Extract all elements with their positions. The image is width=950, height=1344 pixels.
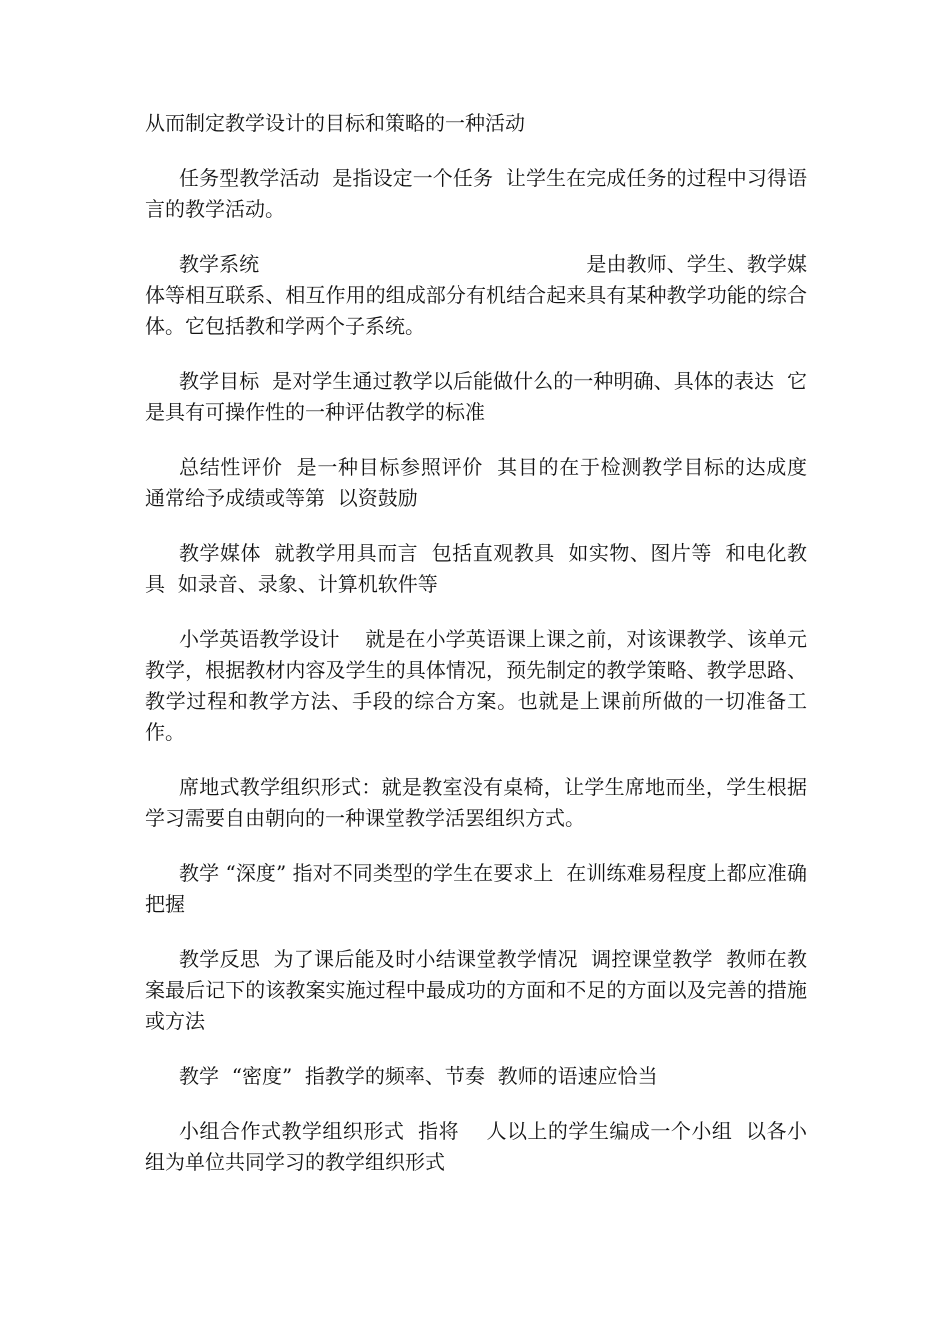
paragraph-teaching-objective: 教学目标 是对学生通过教学以后能做什么的一种明确、具体的表达 它是具有可操作性的一种评估教学的标准 xyxy=(145,369,807,424)
paragraph-teaching-system: 教学系统 是由教师、学生、教学媒体等相互联系、相互作用的组成部分有机结合起来具有某种教学功能的综合体。它包括教和学两个子系统。 xyxy=(145,252,807,338)
paragraph-continuation: 从而制定教学设计的目标和策略的一种活动 xyxy=(145,111,525,135)
paragraph-english-teaching-design: 小学英语教学设计 就是在小学英语课上课之前，对该课教学、该单元教学，根据教材内容及学生的具体情况，预先制定的教学策略、教学思路、教学过程和教学方法、手段的综合方案。也就是上课前所做的一切准备工作。 xyxy=(145,627,807,744)
paragraph-floor-seating-organization: 席地式教学组织形式：就是教室没有桌椅，让学生席地而坐，学生根据学习需要自由朝向的一种课堂教学活罢组织方式。 xyxy=(145,775,807,830)
paragraph-teaching-reflection: 教学反思 为了课后能及时小结课堂教学情况 调控课堂教学 教师在教案最后记下的该教案实施过程中最成功的方面和不足的方面以及完善的措施或方法 xyxy=(145,947,807,1033)
paragraph-teaching-depth: 教学 “深度” 指对不同类型的学生在要求上 在训练难易程度上都应准确把握 xyxy=(145,861,807,916)
paragraph-teaching-density: 教学 “密度” 指教学的频率、节奏 教师的语速应恰当 xyxy=(179,1064,658,1088)
paragraph-teaching-media: 教学媒体 就教学用具而言 包括直观教具 如实物、图片等 和电化教具 如录音、录象、计算机软件等 xyxy=(145,541,807,596)
document-body xyxy=(145,108,820,1202)
paragraph-summative-evaluation: 总结性评价 是一种目标参照评价 其目的在于检测教学目标的达成度 通常给予成绩或等第 以资鼓励 xyxy=(145,455,820,510)
paragraph-group-cooperation: 小组合作式教学组织形式 指将 人以上的学生编成一个小组 以各小组为单位共同学习的教学组织形式 xyxy=(145,1119,807,1174)
paragraph-task-based-activity: 任务型教学活动 是指设定一个任务 让学生在完成任务的过程中习得语言的教学活动。 xyxy=(145,166,807,221)
